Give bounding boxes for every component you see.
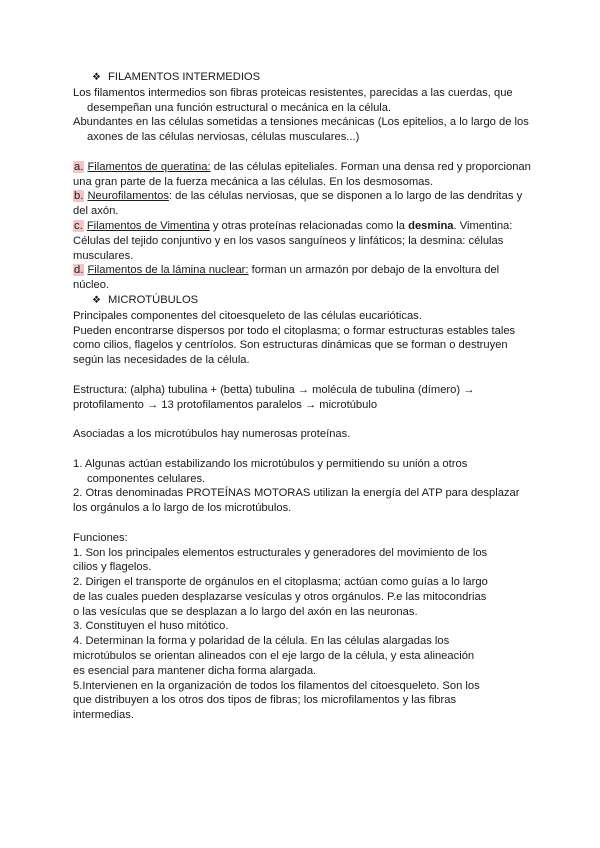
bold-term: desmina <box>408 219 454 232</box>
section-heading-microtubulos: ❖ MICROTÚBULOS <box>73 293 533 309</box>
funcion-line: 4. Determinan la forma y polaridad de la célula. En las células alargadas los <box>73 635 450 648</box>
diamond-bullet-icon: ❖ <box>92 72 101 83</box>
funcion-line: que distribuyen a los otros dos tipos de fibras; los microfilamentos y las fibras <box>73 694 457 707</box>
list-item-c: c. Filamentos de Vimentina y otras proteínas relacionadas como la desmina. Vimentina: <box>74 219 513 232</box>
funcion-line: cilios y flagelos. <box>73 561 152 574</box>
numbered-line: componentes celulares. <box>87 472 206 485</box>
paragraph-line: Pueden encontrarse dispersos por todo el citoplasma; o formar estructuras estables tales <box>73 324 516 337</box>
funcion-line: 1. Son los principales elementos estructurales y generadores del movimiento de los <box>73 546 488 559</box>
item-name: Filamentos de la lámina nuclear: <box>87 264 249 277</box>
spacer <box>73 516 533 531</box>
paragraph-line: Principales componentes del citoesqueleto de las células eucarióticas. <box>73 309 422 322</box>
list-item-continuation: núcleo. <box>73 279 110 292</box>
numbered-line: los orgánulos a lo largo de los microtúbulos. <box>73 502 292 515</box>
list-item-continuation: del axón. <box>73 205 119 218</box>
item-letter-highlight: d. <box>74 264 84 277</box>
list-item-a: a. Filamentos de queratina: de las células epiteliales. Forman una densa red y proporcionan <box>74 160 531 173</box>
funcion-line: de las cuales pueden desplazarse vesículas y otros orgánulos. P.e las mitocondrias <box>73 590 487 603</box>
item-name: Neurofilamentos <box>87 190 169 203</box>
spacer <box>73 145 533 160</box>
funcion-line: 5.Intervienen en la organización de todos los filamentos del citoesqueleto. Son los <box>73 679 480 692</box>
section-heading-filamentos: ❖ FILAMENTOS INTERMEDIOS <box>73 70 533 86</box>
funcion-line: 2. Dirigen el transporte de orgánulos en el citoplasma; actúan como guías a lo largo <box>73 576 488 589</box>
item-name: Filamentos de Vimentina <box>86 219 210 232</box>
list-item-continuation: Células del tejido conjuntivo y en los vasos sanguíneos y linfáticos; la desmina: células <box>73 234 504 247</box>
spacer <box>73 412 533 427</box>
paragraph-line: según las necesidades de la célula. <box>73 354 250 367</box>
funcion-line: o las vesículas que se desplazan a lo largo del axón en las neuronas. <box>73 605 418 618</box>
funcion-line: microtúbulos se orientan alineados con el eje largo de la célula, y esta alineación <box>73 650 475 663</box>
list-item-b: b. Neurofilamentos: de las células nerviosas, que se disponen a lo largo de las dendritas y <box>74 190 523 203</box>
item-letter-highlight: b. <box>74 190 84 203</box>
paragraph-line: axones de las células nerviosas, células musculares...) <box>87 131 360 144</box>
paragraph-line: desempeñan una función estructural o mecánica en la célula. <box>87 101 392 114</box>
paragraph-line: Abundantes en las células sometidas a tensiones mecánicas (Los epitelios, a lo largo de los <box>73 116 529 129</box>
structure-line: Estructura: (alpha) tubulina + (betta) tubulina → molécula de tubulina (dímero) → <box>73 383 475 396</box>
spacer <box>73 442 533 457</box>
diamond-bullet-icon: ❖ <box>92 294 101 306</box>
document-page <box>73 70 533 723</box>
funcion-line: es esencial para mantener dicha forma alargada. <box>73 664 317 677</box>
numbered-line: 2. Otras denominadas PROTEÍNAS MOTORAS utilizan la energía del ATP para desplazar <box>73 487 520 500</box>
numbered-line: 1. Algunas actúan estabilizando los microtúbulos y permitiendo su unión a otros <box>73 457 468 470</box>
funciones-title: Funciones: <box>73 531 128 544</box>
paragraph-line: como cilios, flagelos y centríolos. Son estructuras dinámicas que se forman o destruyen <box>73 339 508 352</box>
list-item-continuation: musculares. <box>73 249 134 262</box>
paragraph-line: Los filamentos intermedios son fibras proteicas resistentes, parecidas a las cuerdas, que <box>73 86 513 99</box>
item-letter-highlight: a. <box>74 160 84 173</box>
paragraph-line: Asociadas a los microtúbulos hay numerosas proteínas. <box>73 428 351 441</box>
item-name: Filamentos de queratina: <box>87 160 211 173</box>
spacer <box>73 368 533 383</box>
item-letter-highlight: c. <box>74 219 83 232</box>
list-item-d: d. Filamentos de la lámina nuclear: forman un armazón por debajo de la envoltura del <box>74 264 500 277</box>
structure-line: protofilamento → 13 protofilamentos paralelos → microtúbulo <box>73 398 378 411</box>
funcion-line: intermedias. <box>73 709 134 722</box>
funcion-line: 3. Constituyen el huso mitótico. <box>73 620 229 633</box>
list-item-continuation: una gran parte de la fuerza mecánica a las células. En los desmosomas. <box>73 175 434 188</box>
